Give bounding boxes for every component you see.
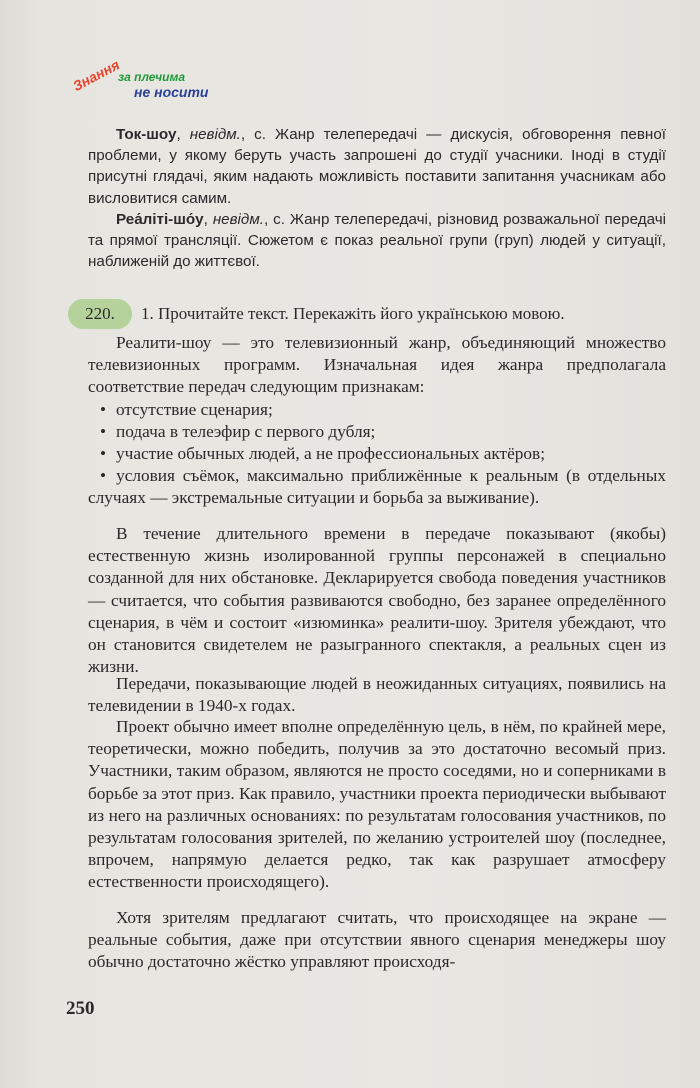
- exercise-number-badge: 220.: [68, 299, 132, 329]
- paragraph-text: Реалити-шоу — это телевизионный жанр, объединяющий множество телевизионных программ. Изначальная идея жанра предполагала соответствие передач следующим признакам:: [88, 333, 666, 397]
- paragraph-3: [88, 673, 666, 717]
- definition-grammar: невідм.: [189, 126, 241, 143]
- definition-term: Реа́літі-шо́у: [116, 211, 204, 228]
- list-item-text: условия съёмок, максимально приближённые к реальным (в отдельных случаях — экстремальные ситуации и борьба за выживание).: [88, 466, 666, 508]
- page-number: 250: [66, 998, 95, 1019]
- bullet-icon: •: [100, 421, 107, 441]
- list-item: [88, 399, 666, 421]
- list-item: [88, 421, 666, 443]
- definition-text: , с. Жанр телепередачі, різновид розважальної передачі та прямої трансляції. Сюжетом є показ реальної групи (груп) людей у ситуації, наближеній до життєвої.: [88, 211, 666, 271]
- rubric-logo: [70, 56, 220, 106]
- paragraph-5: [88, 907, 666, 974]
- logo-word-2: за плечима: [118, 70, 186, 84]
- paragraph-text: Хотя зрителям предлагают считать, что происходящее на экране — реальные события, даже при отсутствии явного сценария менеджеры шоу обычно достаточно жёстко управляют происходя-: [88, 908, 666, 972]
- definition-grammar: невідм.: [212, 211, 264, 228]
- exercise-task: 1. Прочитайте текст. Перекажіть його українською мовою.: [141, 304, 565, 323]
- bullet-icon: •: [100, 399, 107, 419]
- paragraph-text: Проект обычно имеет вполне определённую цель, в нём, по крайней мере, теоретически, можно победить, получив за это достаточно весомый приз. Участники, таким образом, являются не просто соседями, но и соперниками в борьбе за этот приз. Как правило, участники проекта периодически выбывают из него на различных основаниях: по результатам голосования участников, по результатам голосования зрителей, по желанию устроителей шоу (последнее, впрочем, напрямую делается редко, так как разрушает атмосферу естественности происходящего).: [88, 717, 666, 892]
- paragraph-2: [88, 523, 666, 678]
- list-item: [88, 443, 666, 465]
- definition-text: , с. Жанр телепередачі — дискусія, обговорення певної проблеми, у якому беруть участь запрошені до студії учасники. Іноді в студії присутні глядачі, яким надають можливість поставити запитання учасникам або висловитися самим.: [88, 126, 666, 207]
- logo-word-1: Знання: [70, 56, 123, 95]
- list-item: [88, 465, 666, 509]
- list-item-text: отсутствие сценария;: [116, 399, 273, 419]
- paragraph-text: Передачи, показывающие людей в неожиданных ситуациях, появились на телевидении в 1940-х годах.: [88, 674, 666, 716]
- list-item-text: подача в телеэфир с первого дубля;: [116, 421, 376, 441]
- bullet-icon: •: [100, 466, 107, 486]
- bullet-icon: •: [100, 444, 107, 464]
- paragraph-4: [88, 716, 666, 894]
- logo-word-3: не носити: [134, 84, 209, 100]
- definition-term: Ток-шоу: [116, 126, 177, 143]
- paragraph-1-with-list: [88, 332, 666, 510]
- definition-talk-show: Ток-шоу, невідм., с. Жанр телепередачі — дискусія, обговорення певної проблеми, у якому беруть участь запрошені до студії учасники. Іноді в студії присутні глядачі, яким надають можливість поставити запитання учасникам або висловитися самим.: [88, 126, 666, 207]
- definition-reality-show: Реа́літі-шо́у, невідм., с. Жанр телепередачі, різновид розважальної передачі та прямої трансляції. Сюжетом є показ реальної групи (груп) людей у ситуації, наближеній до життєвої.: [88, 211, 666, 271]
- paragraph-text: В течение длительного времени в передаче показывают (якобы) естественную жизнь изолированной группы персонажей в специально созданной для них обстановке. Декларируется свобода поведения участников — считается, что события развиваются свободно, без заранее определённого сценария, в чём и состоит «изюминка» реалити-шоу. Зрителя убеждают, что он становится свидетелем не разыгранного спектакля, а реальных сцен из жизни.: [88, 524, 666, 677]
- list-item-text: участие обычных людей, а не профессиональных актёров;: [116, 444, 546, 464]
